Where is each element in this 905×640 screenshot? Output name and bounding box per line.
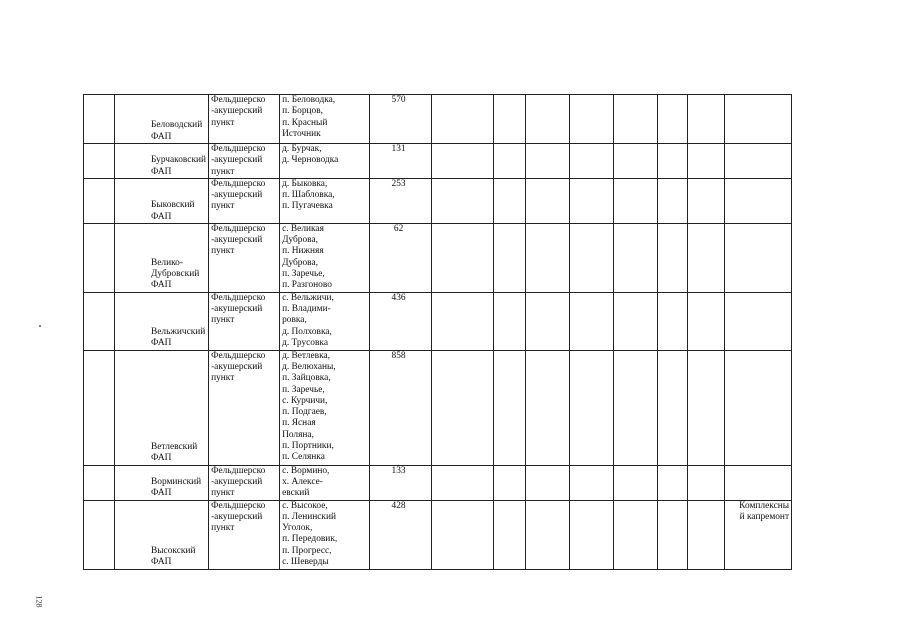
cell-note xyxy=(725,178,792,223)
cell-facility-type: Фельдшерско -акушерский пункт xyxy=(209,95,280,144)
cell-note: Комплексны й капремонт xyxy=(725,500,792,569)
cell-empty xyxy=(688,350,725,465)
cell-facility-name: Ветлевский ФАП xyxy=(115,350,209,465)
cell-blank xyxy=(84,144,115,179)
cell-empty xyxy=(526,500,570,569)
cell-blank xyxy=(84,95,115,144)
cell-empty xyxy=(658,223,688,292)
cell-empty xyxy=(614,465,658,500)
table-row xyxy=(84,292,792,350)
cell-empty xyxy=(494,95,526,144)
table-row xyxy=(84,95,792,144)
cell-settlements: с. Вормино, х. Алексе- евский xyxy=(280,465,370,500)
cell-empty xyxy=(688,292,725,350)
cell-blank xyxy=(84,465,115,500)
table-row xyxy=(84,223,792,292)
cell-empty xyxy=(526,223,570,292)
cell-empty xyxy=(494,350,526,465)
cell-empty xyxy=(432,292,494,350)
cell-facility-name: Быковский ФАП xyxy=(115,178,209,223)
cell-empty xyxy=(614,350,658,465)
cell-facility-name: Ворминский ФАП xyxy=(115,465,209,500)
table-row xyxy=(84,144,792,179)
cell-empty xyxy=(658,465,688,500)
cell-empty xyxy=(494,465,526,500)
cell-empty xyxy=(688,465,725,500)
cell-facility-type: Фельдшерско -акушерский пункт xyxy=(209,292,280,350)
cell-empty xyxy=(658,500,688,569)
cell-empty xyxy=(688,95,725,144)
cell-population: 428 xyxy=(370,500,432,569)
facilities-table xyxy=(83,94,792,570)
cell-empty xyxy=(526,144,570,179)
cell-empty xyxy=(614,144,658,179)
cell-empty xyxy=(432,465,494,500)
cell-empty xyxy=(658,95,688,144)
cell-empty xyxy=(494,178,526,223)
cell-empty xyxy=(570,292,614,350)
cell-settlements: с. Великая Дуброва, п. Нижняя Дуброва, п. Заречье, п. Разгоново xyxy=(280,223,370,292)
cell-empty xyxy=(688,500,725,569)
cell-note xyxy=(725,292,792,350)
cell-facility-type: Фельдшерско -акушерский пункт xyxy=(209,223,280,292)
cell-note xyxy=(725,95,792,144)
cell-blank xyxy=(84,223,115,292)
cell-population: 436 xyxy=(370,292,432,350)
cell-empty xyxy=(432,500,494,569)
cell-empty xyxy=(432,223,494,292)
cell-empty xyxy=(570,350,614,465)
cell-empty xyxy=(494,500,526,569)
cell-empty xyxy=(570,500,614,569)
cell-empty xyxy=(526,95,570,144)
cell-empty xyxy=(526,465,570,500)
cell-blank xyxy=(84,178,115,223)
cell-population: 858 xyxy=(370,350,432,465)
cell-empty xyxy=(688,223,725,292)
cell-empty xyxy=(432,144,494,179)
cell-population: 253 xyxy=(370,178,432,223)
cell-facility-name: Велико- Дубровский ФАП xyxy=(115,223,209,292)
cell-empty xyxy=(494,144,526,179)
cell-facility-type: Фельдшерско -акушерский пункт xyxy=(209,144,280,179)
cell-settlements: д. Бурчак, д. Черноводка xyxy=(280,144,370,179)
cell-empty xyxy=(614,178,658,223)
cell-settlements: с. Высокое, п. Ленинский Уголок, п. Передовик, п. Прогресс, с. Шеверды xyxy=(280,500,370,569)
cell-empty xyxy=(570,178,614,223)
scan-speck xyxy=(39,325,41,327)
cell-population: 570 xyxy=(370,95,432,144)
cell-settlements: д. Ветлевка, д. Велюханы, п. Зайцовка, п. Заречье, с. Курчичи, п. Подгаев, п. Ясная Поляна, п. Портники, п. Селянка xyxy=(280,350,370,465)
cell-note xyxy=(725,350,792,465)
cell-settlements: с. Вельжичи, п. Владими- ровка, д. Полховка, д. Трусовка xyxy=(280,292,370,350)
cell-empty xyxy=(658,144,688,179)
cell-empty xyxy=(570,144,614,179)
cell-blank xyxy=(84,292,115,350)
cell-empty xyxy=(614,223,658,292)
cell-facility-name: Вельжичский ФАП xyxy=(115,292,209,350)
cell-empty xyxy=(432,178,494,223)
cell-empty xyxy=(688,144,725,179)
table-row xyxy=(84,350,792,465)
cell-empty xyxy=(494,223,526,292)
cell-empty xyxy=(526,350,570,465)
cell-population: 62 xyxy=(370,223,432,292)
cell-facility-name: Беловодский ФАП xyxy=(115,95,209,144)
cell-empty xyxy=(658,178,688,223)
cell-blank xyxy=(84,500,115,569)
cell-empty xyxy=(570,95,614,144)
cell-settlements: д. Быковка, п. Шабловка, п. Пугачевка xyxy=(280,178,370,223)
cell-empty xyxy=(658,350,688,465)
cell-note xyxy=(725,465,792,500)
cell-empty xyxy=(432,95,494,144)
cell-note xyxy=(725,223,792,292)
cell-facility-type: Фельдшерско -акушерский пункт xyxy=(209,500,280,569)
cell-empty xyxy=(614,292,658,350)
cell-facility-type: Фельдшерско -акушерский пункт xyxy=(209,465,280,500)
table-row xyxy=(84,178,792,223)
cell-empty xyxy=(614,500,658,569)
page-number: 128 xyxy=(34,595,44,608)
cell-empty xyxy=(432,350,494,465)
cell-empty xyxy=(570,223,614,292)
cell-facility-type: Фельдшерско -акушерский пункт xyxy=(209,178,280,223)
cell-facility-name: Высокский ФАП xyxy=(115,500,209,569)
cell-empty xyxy=(526,292,570,350)
table-body xyxy=(84,95,792,570)
table-row xyxy=(84,500,792,569)
cell-population: 131 xyxy=(370,144,432,179)
table-row xyxy=(84,465,792,500)
cell-facility-type: Фельдшерско -акушерский пункт xyxy=(209,350,280,465)
cell-empty xyxy=(614,95,658,144)
cell-population: 133 xyxy=(370,465,432,500)
cell-blank xyxy=(84,350,115,465)
cell-empty xyxy=(526,178,570,223)
cell-empty xyxy=(570,465,614,500)
cell-facility-name: Бурчаковский ФАП xyxy=(115,144,209,179)
cell-note xyxy=(725,144,792,179)
cell-empty xyxy=(658,292,688,350)
cell-empty xyxy=(688,178,725,223)
cell-empty xyxy=(494,292,526,350)
cell-settlements: п. Беловодка, п. Борцов, п. Красный Источник xyxy=(280,95,370,144)
